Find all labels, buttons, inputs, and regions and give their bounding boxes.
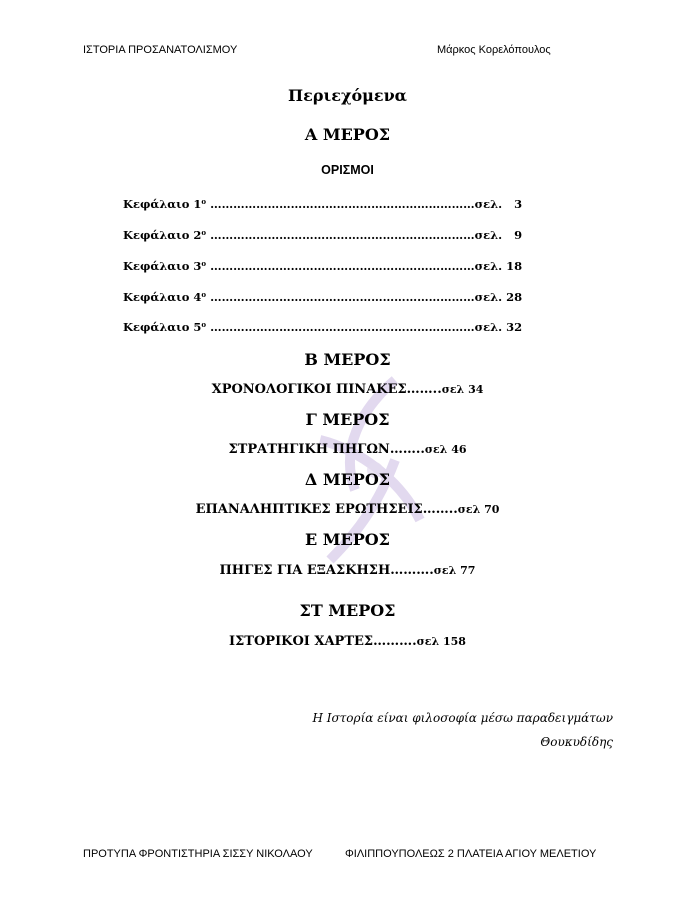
header-right: Μάρκος Κορελόπουλος bbox=[437, 44, 551, 56]
footer-left: ΠΡΟΤΥΠΑ ΦΡΟΝΤΙΣΤΗΡΙΑ ΣΙΣΣΥ ΝΙΚΟΛΑΟΥ bbox=[83, 848, 313, 860]
part-st-entry: ΙΣΤΟΡΙΚΟΙ ΧΑΡΤΕΣ……….σελ 158 bbox=[229, 634, 466, 649]
quote-author: Θουκυδίδης bbox=[540, 735, 613, 749]
toc-row: Κεφάλαιο $1^o$ ……………………………………………………………σελ. 3 bbox=[123, 197, 523, 211]
part-c-heading: Γ ΜΕΡΟΣ bbox=[305, 410, 390, 429]
part-b-entry: ΧΡΟΝΟΛΟΓΙΚΟΙ ΠΙΝΑΚΕΣ……..σελ 34 bbox=[211, 382, 484, 397]
part-d-entry: ΕΠΑΝΑΛΗΠΤΙΚΕΣ ΕΡΩΤΗΣΕΙΣ……..σελ 70 bbox=[195, 502, 500, 517]
page-title: Περιεχόμενα bbox=[288, 86, 407, 105]
part-e-heading: Ε ΜΕΡΟΣ bbox=[305, 530, 390, 549]
part-c-entry: ΣΤΡΑΤΗΓΙΚΗ ΠΗΓΩΝ……..σελ 46 bbox=[228, 442, 467, 457]
quote-text: Η Ιστορία είναι φιλοσοφία μέσω παραδειγμάτων bbox=[312, 711, 613, 725]
part-st-heading: ΣΤ ΜΕΡΟΣ bbox=[299, 601, 396, 620]
part-e-entry: ΠΗΓΕΣ ΓΙΑ ΕΞΑΣΚΗΣΗ……….σελ 77 bbox=[219, 563, 476, 578]
toc-row: Κεφάλαιο $5^o$ ……………………………………………………………σελ. 32 bbox=[123, 320, 523, 334]
part-a-heading: Α ΜΕΡΟΣ bbox=[304, 125, 391, 144]
part-d-heading: Δ ΜΕΡΟΣ bbox=[304, 470, 391, 489]
footer-right: ΦΙΛΙΠΠΟΥΠΟΛΕΩΣ 2 ΠΛΑΤΕΙΑ ΑΓΙΟΥ ΜΕΛΕΤΙΟΥ bbox=[345, 848, 597, 860]
toc-row: Κεφάλαιο $2^o$ ……………………………………………………………σελ. 9 bbox=[123, 228, 523, 242]
header-left: ΙΣΤΟΡΙΑ ΠΡΟΣΑΝΑΤΟΛΙΣΜΟΥ bbox=[83, 44, 238, 56]
part-b-heading: Β ΜΕΡΟΣ bbox=[304, 350, 391, 369]
part-a-subheading: ΟΡΙΣΜΟΙ bbox=[321, 163, 374, 177]
toc-row: Κεφάλαιο $4^o$ ……………………………………………………………σελ. 28 bbox=[123, 290, 523, 304]
toc-row: Κεφάλαιο $3^o$ ……………………………………………………………σελ. 18 bbox=[123, 259, 523, 273]
